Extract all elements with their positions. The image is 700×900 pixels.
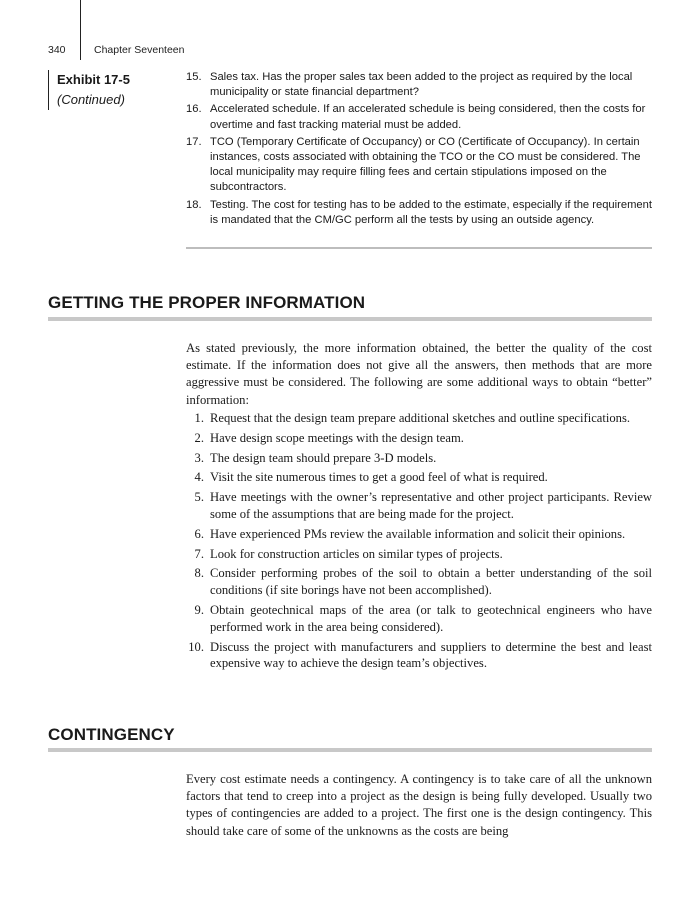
exhibit-label	[48, 70, 130, 110]
exhibit-title: Exhibit 17-5	[57, 72, 130, 87]
item-text: Obtain geotechnical maps of the area (or talk to geotechnical engineers who have performed work in the area being considered).	[210, 602, 652, 634]
list-item	[186, 565, 652, 599]
item-number: 2.	[194, 430, 204, 445]
item-text: Consider performing probes of the soil to obtain a better understanding of the soil conditions (if site borings have not been accomplished).	[210, 566, 652, 598]
item-text: Have meetings with the owner’s representative and other project participants. Review some of the assumptions that are being made for the project.	[210, 490, 652, 521]
item-number: 1.	[194, 411, 204, 425]
contingency-paragraph: Every cost estimate needs a contingency. A contingency is to take care of all the unknown factors that tend to creep into a project as the design is being fully developed. Usually two types of contingencies are added to a project. The first one is the design contingency. This should take care of some of the unknowns as the costs are being	[186, 772, 652, 838]
exhibit-item	[186, 198, 652, 228]
list-item	[186, 410, 652, 427]
list-item	[186, 526, 652, 543]
exhibit-list	[186, 70, 652, 230]
information-methods-list	[186, 410, 652, 675]
list-item	[186, 639, 652, 673]
exhibit-bottom-rule	[186, 247, 652, 249]
section-title-proper-information: GETTING THE PROPER INFORMATION	[48, 293, 366, 312]
header-divider	[80, 0, 81, 60]
item-text: TCO (Temporary Certificate of Occupancy) or CO (Certificate of Occupancy). In certain instances, costs associated with obtaining the TCO or the CO must be considered. The local municipality may require filling fees and certain stipulations imposed on the subcontractors.	[210, 135, 641, 194]
item-text: Look for construction articles on similar types of projects.	[210, 546, 503, 561]
list-item	[186, 430, 652, 447]
list-item	[186, 546, 652, 563]
section-rule	[48, 748, 652, 752]
page-number: 340	[48, 44, 66, 56]
list-item	[186, 602, 652, 636]
exhibit-item	[186, 70, 652, 100]
item-number: 10.	[188, 639, 204, 654]
item-number: 9.	[194, 602, 204, 617]
list-item	[186, 469, 652, 486]
item-text: Discuss the project with manufacturers and suppliers to determine the best and least expensive way to achieve the design team’s objectives.	[210, 639, 652, 671]
item-number: 4.	[194, 470, 204, 485]
exhibit-item	[186, 135, 652, 196]
item-number: 16.	[186, 103, 202, 116]
item-text: Testing. The cost for testing has to be added to the estimate, especially if the requirement is mandated that the CM/GC perform all the tests by using an outside agency.	[210, 198, 652, 226]
section-intro-paragraph: As stated previously, the more information obtained, the better the quality of the cost estimate. If the information does not give all the answers, then methods that are more aggressive must be considered. The following are some additional ways to obtain “better” information:	[186, 341, 652, 407]
item-text: Sales tax. Has the proper sales tax been added to the project as required by the local municipality or state financial department?	[210, 71, 633, 99]
item-number: 3.	[194, 450, 204, 465]
section-rule	[48, 317, 652, 321]
list-item	[186, 489, 652, 523]
item-text: The design team should prepare 3-D models.	[210, 450, 437, 465]
item-number: 6.	[194, 526, 204, 541]
item-text: Request that the design team prepare additional sketches and outline specifications.	[210, 411, 631, 425]
item-number: 7.	[194, 546, 204, 561]
item-text: Have experienced PMs review the available information and solicit their opinions.	[210, 526, 626, 541]
item-number: 5.	[194, 490, 204, 505]
item-number: 17.	[186, 135, 202, 148]
item-number: 15.	[186, 71, 202, 83]
item-number: 18.	[186, 198, 202, 211]
item-number: 8.	[194, 566, 204, 581]
chapter-title: Chapter Seventeen	[94, 44, 185, 56]
item-text: Visit the site numerous times to get a good feel of what is required.	[210, 470, 548, 485]
item-text: Have design scope meetings with the design team.	[210, 430, 464, 445]
item-text: Accelerated schedule. If an accelerated schedule is being considered, then the costs for overtime and fast tracking material must be added.	[210, 103, 646, 131]
list-item	[186, 450, 652, 467]
exhibit-continued: (Continued)	[57, 92, 125, 107]
section-title-contingency: CONTINGENCY	[48, 725, 175, 744]
exhibit-item	[186, 102, 652, 132]
